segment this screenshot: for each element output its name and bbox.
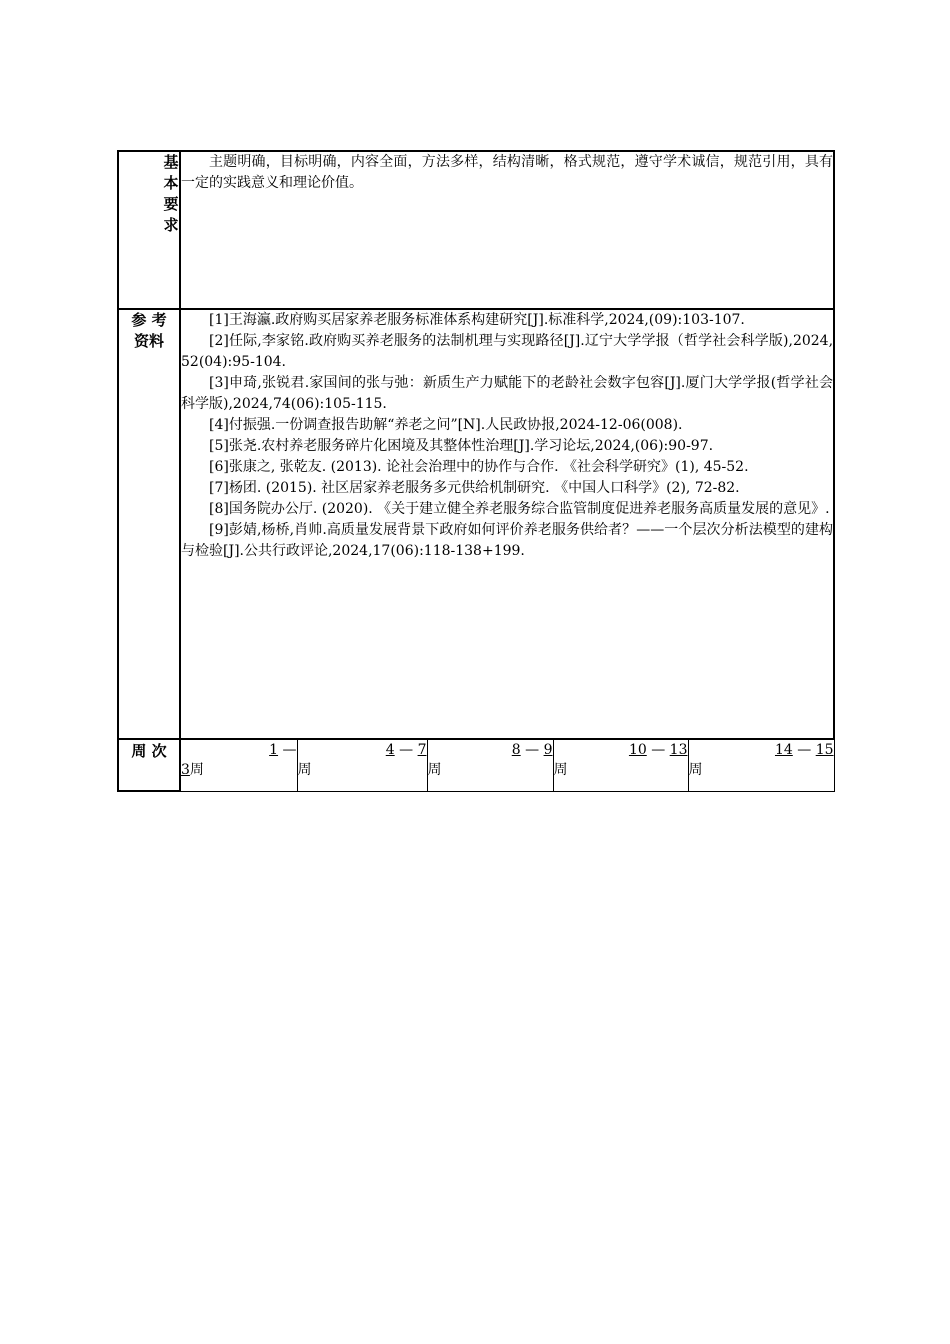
reference-item: [7]杨团. (2015). 社区居家养老服务多元供给机制研究. 《中国人口科学》(2), 72-82.: [209, 480, 740, 496]
weeks-row: [118, 739, 834, 791]
requirements-label-char: 本: [163, 174, 179, 192]
requirements-row: [118, 151, 834, 309]
week-start: 1: [269, 742, 279, 758]
week-range-cell: [688, 739, 834, 791]
reference-item: [8]国务院办公厅. (2020). 《关于建立健全养老服务综合监管制度促进养老服务高质量发展的意见》.: [209, 501, 830, 517]
week-start: 10: [628, 742, 647, 758]
thesis-form-table: [117, 150, 835, 792]
week-end: 7: [417, 742, 427, 758]
requirements-label: [118, 151, 180, 309]
week-range-cell: [180, 739, 297, 791]
week-sep: —: [282, 742, 297, 758]
week-end: 15: [815, 742, 834, 758]
week-range-cell: [297, 739, 427, 791]
reference-item: [4]付振强.一份调查报告助解“养老之问”[N].人民政协报,2024-12-06(008).: [209, 417, 683, 433]
week-range-cell: [553, 739, 688, 791]
week-unit: 周: [553, 762, 568, 778]
week-start: 4: [385, 742, 395, 758]
week-sep: —: [797, 742, 812, 758]
requirements-label-char: 求: [163, 216, 179, 234]
reference-item: [5]张尧.农村养老服务碎片化困境及其整体性治理[J].学习论坛,2024,(06):90-97.: [209, 438, 714, 454]
references-row: [118, 309, 834, 739]
reference-item: [6]张康之, 张乾友. (2013). 论社会治理中的协作与合作. 《社会科学研究》(1), 45-52.: [209, 459, 749, 475]
references-label: [118, 309, 180, 739]
week-sep: —: [525, 742, 540, 758]
week-start: 8: [511, 742, 521, 758]
week-unit: 周: [297, 762, 312, 778]
requirements-content: [180, 151, 834, 309]
week-unit: 周: [427, 762, 442, 778]
week-end: 9: [543, 742, 553, 758]
requirements-label-char: 基: [163, 153, 179, 171]
references-content: [180, 309, 834, 739]
week-sep: —: [399, 742, 414, 758]
requirements-label-char: 要: [163, 195, 179, 213]
weeks-label: 周 次: [118, 739, 180, 791]
requirements-text: 主题明确，目标明确，内容全面，方法多样，结构清晰，格式规范，遵守学术诚信，规范引用，具有一定的实践意义和理论价值。: [181, 154, 834, 191]
week-end: 13: [669, 742, 688, 758]
week-start: 14: [774, 742, 793, 758]
week-end: 3: [181, 762, 190, 778]
references-label-line2: 资料: [133, 332, 164, 350]
week-range-cell: [427, 739, 553, 791]
week-sep: —: [651, 742, 666, 758]
references-label-line1: 参 考: [131, 311, 167, 329]
reference-item: [3]申琦,张锐君.家国间的张与弛：新质生产力赋能下的老龄社会数字包容[J].厦门大学学报(哲学社会科学版),2024,74(06):105-115.: [181, 375, 834, 412]
week-unit: 周: [189, 762, 204, 778]
reference-item: [2]任际,李家铭.政府购买养老服务的法制机理与实现路径[J].辽宁大学学报（哲学社会科学版),2024,52(04):95-104.: [181, 333, 834, 370]
reference-item: [1]王海瀛.政府购买居家养老服务标准体系构建研究[J].标准科学,2024,(09):103-107.: [209, 312, 745, 328]
week-unit: 周: [688, 762, 703, 778]
reference-item: [9]彭婧,杨桥,肖帅.高质量发展背景下政府如何评价养老服务供给者？——一个层次分析法模型的建构与检验[J].公共行政评论,2024,17(06):118-138+199.: [181, 522, 834, 559]
